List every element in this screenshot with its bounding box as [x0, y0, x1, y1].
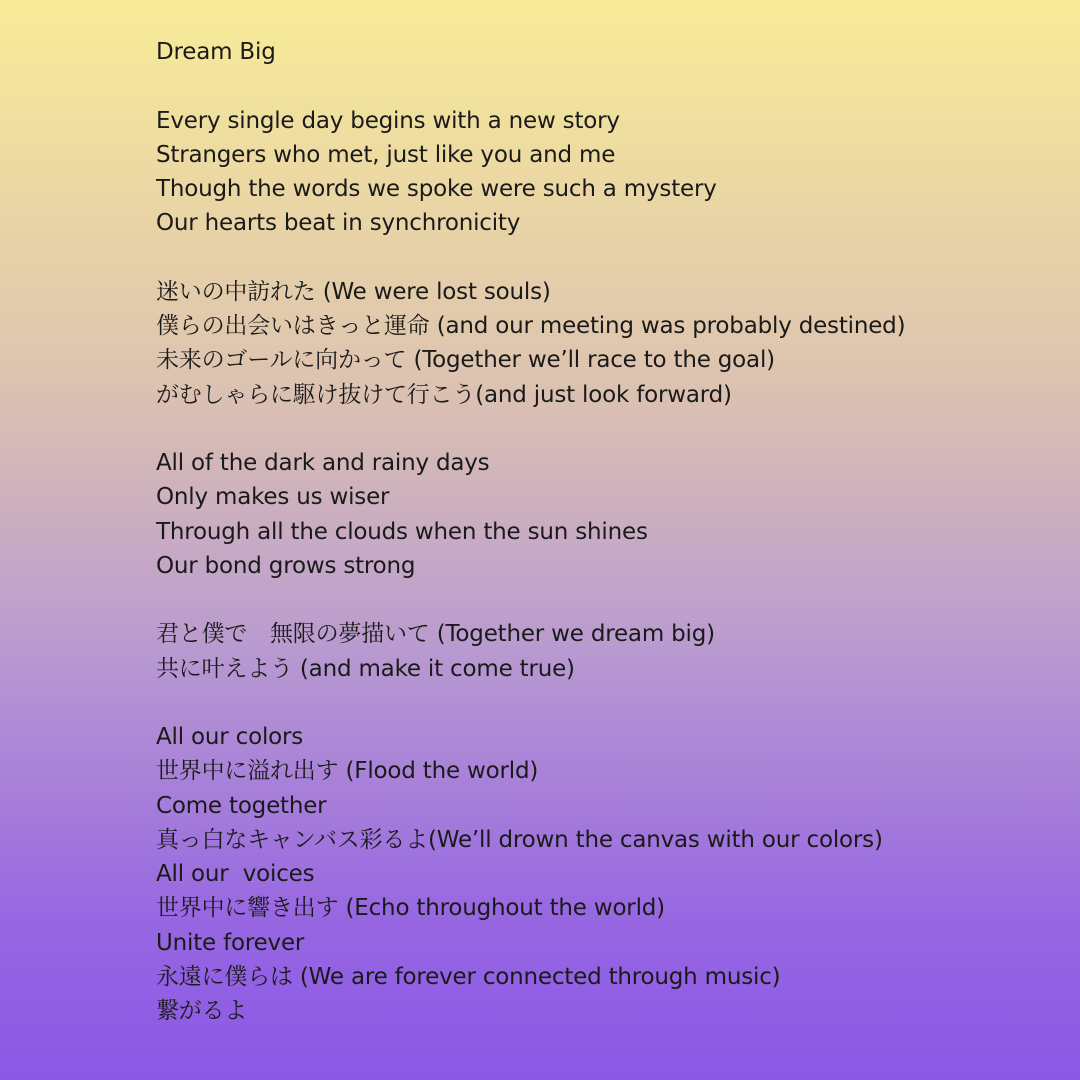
- lyrics-block: [156, 35, 1056, 1028]
- lyric-line: Strangers who met, just like you and me: [156, 141, 616, 168]
- lyric-line: All of the dark and rainy days: [156, 450, 490, 476]
- lyric-line: 世界中に響き出す (Echo throughout the world): [156, 895, 665, 922]
- stanza-2: [156, 275, 1056, 412]
- lyric-line: Come together: [156, 792, 327, 819]
- lyric-line: Though the words we spoke were such a mystery: [156, 176, 717, 202]
- lyric-line: Our hearts beat in synchronicity: [156, 210, 521, 237]
- stanza-gap: [156, 583, 1056, 617]
- lyric-line: 未来のゴールに向かって (Together we’ll race to the goal): [156, 347, 775, 374]
- stanza-4: [156, 617, 1056, 686]
- lyric-line: Unite forever: [156, 929, 305, 956]
- lyric-line: 永遠に僕らは (We are forever connected through music): [156, 963, 781, 990]
- stanza-3: [156, 446, 1056, 583]
- lyric-line: 君と僕で 無限の夢描いて (Together we dream big): [156, 621, 715, 648]
- lyric-line: All our colors: [156, 724, 304, 750]
- stanza-gap: [156, 412, 1056, 446]
- lyric-line: All our voices: [156, 861, 315, 887]
- lyric-line: 繋がるよ: [156, 998, 248, 1024]
- lyric-line: がむしゃらに駆け抜けて行こう(and just look forward): [156, 381, 732, 408]
- song-title: Dream Big: [156, 39, 276, 65]
- stanza-1: [156, 104, 1056, 241]
- lyric-line: Every single day begins with a new story: [156, 107, 620, 134]
- lyric-line: Through all the clouds when the sun shines: [156, 518, 648, 545]
- stanza-5: [156, 720, 1056, 1028]
- lyric-line: 共に叶えよう (and make it come true): [156, 655, 575, 682]
- lyric-line: Only makes us wiser: [156, 484, 390, 511]
- stanza-gap: [156, 241, 1056, 275]
- lyric-line: Our bond grows strong: [156, 552, 416, 579]
- lyric-line: 世界中に溢れ出す (Flood the world): [156, 758, 539, 785]
- stanza-gap: [156, 686, 1056, 720]
- lyric-line: 僕らの出会いはきっと運命 (and our meeting was probably destined): [156, 313, 906, 339]
- lyric-line: 迷いの中訪れた (We were lost souls): [156, 278, 551, 305]
- stanza-gap: [156, 69, 1056, 103]
- lyric-line: 真っ白なキャンバス彩るよ(We’ll drown the canvas with our colors): [156, 826, 883, 853]
